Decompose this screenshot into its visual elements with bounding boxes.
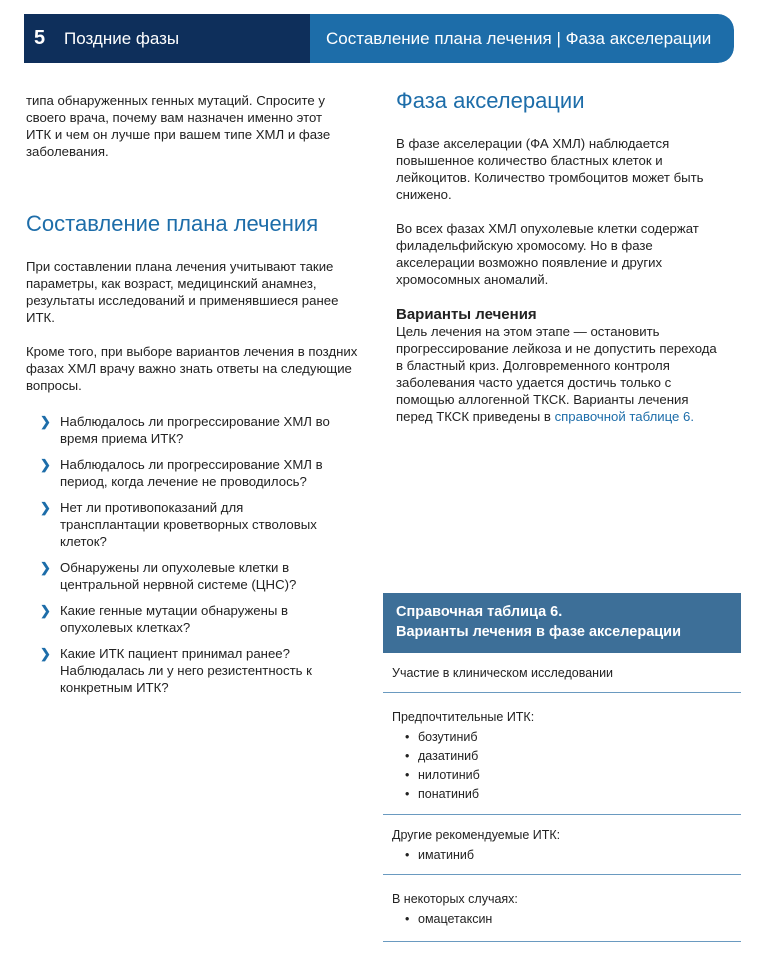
plan-heading: Составление плана лечения — [26, 211, 319, 236]
chevron-right-icon: ❯ — [40, 603, 51, 618]
chevron-right-icon: ❯ — [40, 457, 51, 472]
list-item: • иматиниб — [392, 846, 741, 865]
table-title-line-2: Варианты лечения в фазе акселерации — [396, 624, 681, 640]
table-title-line-1: Справочная таблица 6. — [396, 604, 563, 620]
chevron-right-icon: ❯ — [40, 414, 51, 429]
acceleration-paragraph-1: В фазе акселерации (ФА ХМЛ) наблюдается повышенное количество бластных клеток и лейкоцитов. Количество тромбоцитов может быть снижено. — [396, 136, 704, 202]
treatment-options-heading: Варианты лечения — [396, 306, 537, 323]
list-item: • дазатиниб — [392, 747, 741, 766]
reference-table-link[interactable]: справочной таблице 6. — [554, 409, 695, 424]
list-item: ❯ Обнаружены ли опухолевые клетки в центральной нервной системе (ЦНС)? — [40, 560, 297, 592]
list-item: • омацетаксин — [392, 910, 741, 929]
list-item: ❯ Наблюдалось ли прогрессирование ХМЛ в период, когда лечение не проводилось? — [40, 457, 323, 489]
section-name: Поздние фазы — [64, 28, 180, 48]
list-item: ❯ Какие генные мутации обнаружены в опухолевых клетках? — [40, 603, 289, 635]
table-row — [383, 693, 741, 815]
header-title: Составление плана лечения | Фаза акселерации — [326, 28, 712, 48]
chevron-right-icon: ❯ — [40, 500, 51, 515]
row-items — [392, 846, 741, 865]
row-label: Другие рекомендуемые ИТК: — [392, 828, 561, 842]
acceleration-paragraph-2: Во всех фазах ХМЛ опухолевые клетки содержат филадельфийскую хромосому. Но в фазе акселерации возможно появление и других хромосомных аномалий. — [396, 221, 699, 287]
row-items — [392, 728, 741, 804]
table-row — [383, 653, 741, 693]
acceleration-heading: Фаза акселерации — [396, 88, 585, 113]
right-column — [396, 88, 726, 425]
list-item: • понатиниб — [392, 785, 741, 804]
page-number: 5 — [34, 27, 46, 49]
intro-paragraph: типа обнаруженных генных мутаций. Спросите у своего врача, почему вам назначен именно этот ИТК и чем он лучше при вашем типе ХМЛ и фазе заболевания. — [26, 93, 331, 159]
plan-paragraph-2: Кроме того, при выборе вариантов лечения в поздних фазах ХМЛ врачу важно знать ответы на следующие вопросы. — [26, 344, 358, 393]
page-header — [24, 14, 734, 63]
row-items — [392, 910, 741, 929]
list-item: ❯ Наблюдалось ли прогрессирование ХМЛ во время приема ИТК? — [40, 414, 330, 446]
chevron-right-icon: ❯ — [40, 560, 51, 575]
list-item: ❯ Нет ли противопоказаний для трансплантации кроветворных стволовых клеток? — [40, 500, 317, 549]
plan-paragraph-1: При составлении плана лечения учитывают такие параметры, как возраст, медицинский анамнез, результаты исследований и применявшиеся ранее ИТК. — [26, 259, 339, 325]
treatment-options-paragraph: Цель лечения на этом этапе — остановить прогрессирование лейкоза и не допустить перехода в бластный криз. Долговременного контроля заболевания часто удается достичь только с помощью аллогенной ТКСК. Варианты лечения перед ТКСК приведены в справочной таблице 6. — [396, 324, 717, 424]
questions-list — [26, 413, 346, 696]
table-row — [383, 815, 741, 875]
left-column — [26, 92, 366, 705]
row-label: В некоторых случаях: — [392, 892, 518, 906]
list-item: • нилотиниб — [392, 766, 741, 785]
header-title-block — [310, 14, 734, 63]
row-label: Участие в клиническом исследовании — [392, 666, 614, 680]
header-section-block — [24, 14, 310, 63]
chevron-right-icon: ❯ — [40, 646, 51, 661]
table-header — [383, 593, 741, 653]
list-item: ❯ Какие ИТК пациент принимал ранее? Наблюдалась ли у него резистентность к конкретным ИТК? — [40, 646, 312, 695]
row-label: Предпочтительные ИТК: — [392, 710, 535, 724]
list-item: • бозутиниб — [392, 728, 741, 747]
reference-table — [383, 593, 741, 942]
table-row — [383, 875, 741, 942]
